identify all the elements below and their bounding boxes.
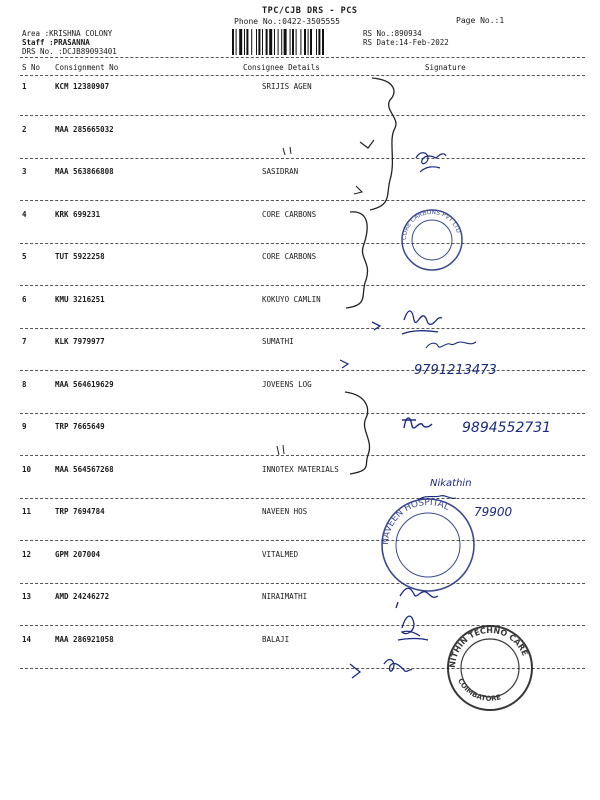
- svg-text:NAVEEN HOSPITAL: [381, 498, 451, 545]
- row-consignment: KLK 7979977: [55, 337, 105, 346]
- column-consignment: Consignment No: [55, 63, 119, 72]
- bracket-mark: [346, 212, 368, 308]
- page-number: Page No.:1: [456, 16, 505, 25]
- stamp-text: NITHIN TECHNO CARE: [447, 625, 530, 669]
- signature: [402, 418, 432, 428]
- row-sno: 5: [22, 252, 27, 261]
- row-consignment: TRP 7665649: [55, 422, 105, 431]
- drs-number: DRS No. :DCJB89093401: [22, 47, 117, 56]
- row-sno: 4: [22, 209, 27, 219]
- row-consignment: AMD 24246272: [55, 592, 110, 601]
- row-consignee: SASIDRAN: [262, 167, 299, 176]
- nithin-techno-care-stamp: [448, 626, 532, 710]
- handwritten-phone: 9894552731: [462, 420, 552, 436]
- signature: [350, 660, 412, 679]
- row-consignment: MAA 285665032: [55, 124, 114, 134]
- handwritten-phone: 79900: [474, 505, 513, 519]
- row-sno: 7: [22, 337, 27, 346]
- row-consignee: CORE CARBONS: [262, 252, 317, 261]
- row-sno: 6: [22, 294, 27, 304]
- row-consignee: INNOTEX MATERIALS: [262, 464, 339, 474]
- svg-text:CORE CARBONS PVT LTD: [401, 209, 462, 240]
- row-consignment: GPM 207004: [55, 549, 101, 559]
- row-consignment: KMU 3216251: [55, 294, 105, 304]
- row-consignee: BALAJI: [262, 634, 290, 644]
- row-sno: 10: [22, 464, 32, 474]
- rs-number: RS No.:890934: [363, 29, 422, 38]
- document-title: TPC/CJB DRS - PCS: [262, 6, 358, 16]
- row-consignee: NIRAIMATHI: [262, 592, 308, 601]
- staff-label: Staff :PRASANNA: [22, 38, 90, 47]
- column-signature: Signature: [425, 63, 466, 72]
- row-consignment: TRP 7694784: [55, 507, 105, 516]
- row-sno: 1: [22, 82, 27, 91]
- row-consignee: KOKUYO CAMLIN: [262, 294, 321, 304]
- column-sno: S No: [22, 63, 41, 72]
- row-consignee: NAVEEN HOS: [262, 507, 308, 516]
- svg-text:NITHIN TECHNO CARE: [448, 626, 530, 668]
- row-sno: 2: [22, 124, 27, 134]
- row-consignment: TUT 5922258: [55, 252, 105, 261]
- bracket-mark: [345, 392, 370, 474]
- stamp-text: COIMBATORE: [456, 677, 502, 703]
- row-sno: 8: [22, 379, 27, 389]
- row-consignment: MAA 564619629: [55, 379, 114, 389]
- signature: [372, 311, 442, 334]
- signature: [398, 616, 428, 640]
- signature: [416, 153, 446, 172]
- row-consignment: MAA 563866808: [55, 167, 114, 176]
- row-consignment: KCM 12380907: [55, 82, 110, 91]
- row-consignee: VITALMED: [262, 549, 299, 559]
- stamp-text: CORE CARBONS PVT LTD: [400, 208, 462, 241]
- signature: [426, 342, 476, 348]
- bracket-mark: [370, 78, 396, 210]
- row-consignee: JOVEENS LOG: [262, 379, 312, 389]
- row-sno: 12: [22, 549, 32, 559]
- row-consignee: SRIJIS AGEN: [262, 82, 312, 91]
- phone-number: Phone No.:0422-3505555: [234, 17, 340, 26]
- row-consignee: SUMATHI: [262, 337, 294, 346]
- naveen-hospital-stamp: [381, 498, 474, 591]
- handwritten-phone: 9791213473: [414, 363, 497, 378]
- row-sno: 9: [22, 422, 27, 431]
- stamp-text: NAVEEN HOSPITAL: [380, 497, 451, 546]
- row-sno: 3: [22, 167, 27, 176]
- row-consignment: MAA 286921058: [55, 634, 114, 644]
- row-consignee: CORE CARBONS: [262, 209, 317, 219]
- area-label: Area :KRISHNA COLONY: [22, 29, 113, 38]
- core-carbons-stamp: [401, 209, 462, 270]
- handwritten-name: Nikathin: [430, 478, 472, 489]
- row-sno: 11: [22, 507, 32, 516]
- row-consignment: KRK 699231: [55, 209, 101, 219]
- row-consignment: MAA 564567268: [55, 464, 114, 474]
- row-sno: 13: [22, 592, 32, 601]
- row-sno: 14: [22, 634, 32, 644]
- rs-date: RS Date:14-Feb-2022: [363, 38, 449, 47]
- column-consignee: Consignee Details: [243, 63, 320, 72]
